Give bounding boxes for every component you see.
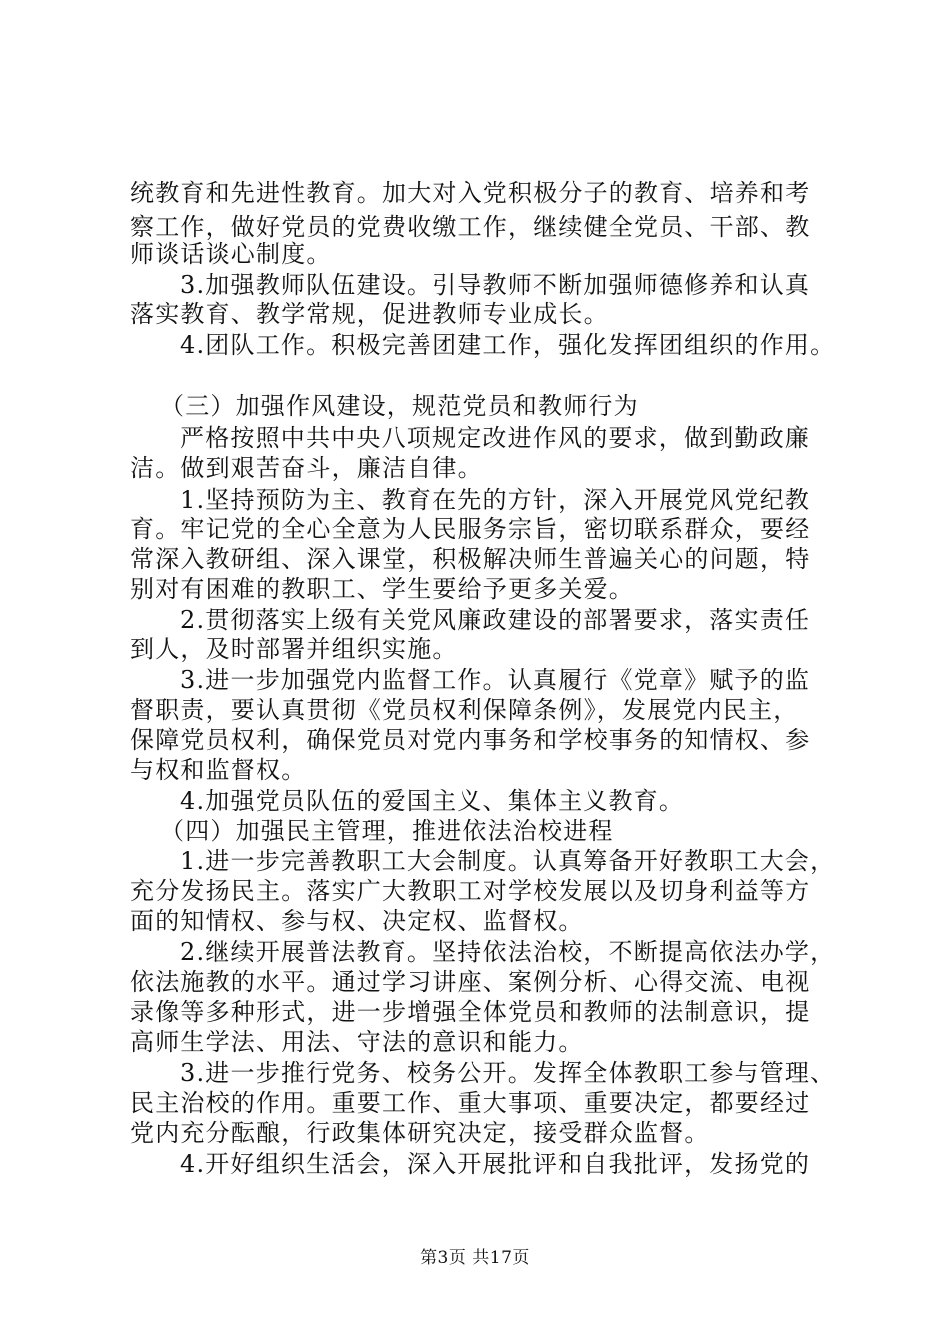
paragraph-item-4-line: 4.开好组织生活会，深入开展批评和自我批评，发扬党的 <box>180 1150 811 1178</box>
text-line-continuation: 民主治校的作用。重要工作、重大事项、重要决定，都要经过 <box>130 1089 811 1117</box>
text-line-continuation: 保障党员权利，确保党员对党内事务和学校事务的知情权、参 <box>130 726 811 754</box>
text-line-continuation: 督职责，要认真贯彻《党员权利保障条例》，发展党内民主， <box>130 696 799 724</box>
page-number-footer: 第3页 共17页 <box>420 1248 530 1268</box>
text-line-continuation: 察工作，做好党员的党费收缴工作，继续健全党员、干部、教 <box>130 213 811 241</box>
text-line-continuation: 常深入教研组、深入课堂，积极解决师生普遍关心的问题，特 <box>130 545 811 573</box>
text-line-continuation: 高师生学法、用法、守法的意识和能力。 <box>130 1028 584 1056</box>
paragraph-item-2-line: 2.继续开展普法教育。坚持依法治校，不断提高依法办学， <box>180 938 836 966</box>
text-line-continuation: 依法施教的水平。通过学习讲座、案例分析、心得交流、电视 <box>130 968 811 996</box>
text-line-continuation: 落实教育、教学常规，促进教师专业成长。 <box>130 300 609 328</box>
text-line-continuation: 育。牢记党的全心全意为人民服务宗旨，密切联系群众，要经 <box>130 515 811 543</box>
paragraph-item-2-line: 2.贯彻落实上级有关党风廉政建设的部署要求，落实责任 <box>180 606 811 634</box>
paragraph-item-3-line: 3.进一步加强党内监督工作。认真履行《党章》赋予的监 <box>180 666 811 694</box>
text-line-continuation: 师谈话谈心制度。 <box>130 240 332 268</box>
paragraph-item-4-line: 4.加强党员队伍的爱国主义、集体主义教育。 <box>180 787 685 815</box>
text-line-continuation: 充分发扬民主。落实广大教职工对学校发展以及切身利益等方 <box>130 877 811 905</box>
text-line-continuation: 与权和监督权。 <box>130 756 307 784</box>
paragraph-line: 严格按照中共中央八项规定改进作风的要求，做到勤政廉 <box>180 424 810 452</box>
section-heading-three: （三）加强作风建设，规范党员和教师行为 <box>160 392 639 420</box>
text-line-continuation: 统教育和先进性教育。加大对入党积极分子的教育、培养和考 <box>130 179 811 207</box>
paragraph-item-1-line: 1.进一步完善教职工大会制度。认真筹备开好教职工大会， <box>180 847 836 875</box>
paragraph-item-3-line: 3.加强教师队伍建设。引导教师不断加强师德修养和认真 <box>180 271 811 299</box>
section-heading-four: （四）加强民主管理，推进依法治校进程 <box>160 817 614 845</box>
paragraph-item-1-line: 1.坚持预防为主、教育在先的方针，深入开展党风党纪教 <box>180 486 811 514</box>
text-line-continuation: 别对有困难的教职工、学生要给予更多关爱。 <box>130 575 634 603</box>
text-line-continuation: 录像等多种形式，进一步增强全体党员和教师的法制意识，提 <box>130 998 811 1026</box>
text-line-continuation: 党内充分酝酿，行政集体研究决定，接受群众监督。 <box>130 1119 710 1147</box>
text-line-continuation: 洁。做到艰苦奋斗，廉洁自律。 <box>130 454 483 482</box>
text-line-continuation: 面的知情权、参与权、决定权、监督权。 <box>130 907 584 935</box>
paragraph-item-3-line: 3.进一步推行党务、校务公开。发挥全体教职工参与管理、 <box>180 1059 836 1087</box>
paragraph-item-4-line: 4.团队工作。积极完善团建工作，强化发挥团组织的作用。 <box>180 331 836 359</box>
text-line-continuation: 到人，及时部署并组织实施。 <box>130 635 458 663</box>
